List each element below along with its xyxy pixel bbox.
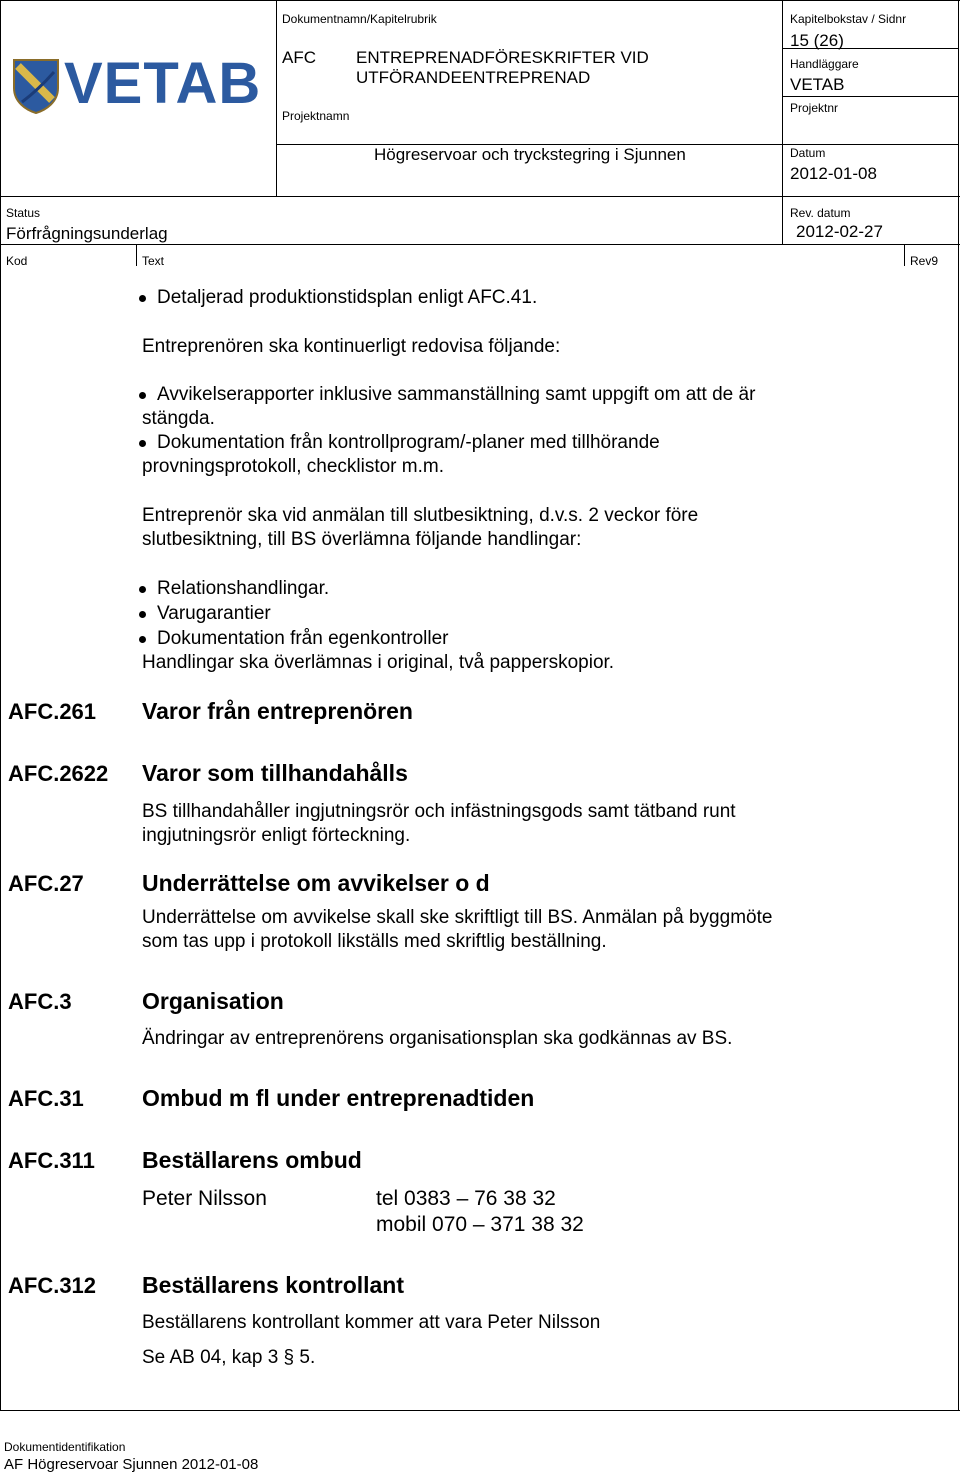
header-divider-status [0,196,960,197]
paragraph: Beställarens kontrollant kommer att vara Peter Nilsson [142,1312,601,1333]
doc-title-line1: ENTREPRENADFÖRESKRIFTER VID [356,48,649,67]
doc-title-label: Dokumentnamn/Kapitelrubrik [282,12,437,26]
header-bottom-border [0,244,960,245]
paragraph: Handlingar ska överlämnas i original, två papperskopior. [142,652,615,673]
paragraph: ingjutningsrör enligt förteckning. [142,825,411,846]
section-code: AFC.31 [8,1086,84,1111]
list-item: Detaljerad produktionstidsplan enligt AFC.41. [157,287,538,308]
page-top-border [0,0,960,1]
contact-name: Peter Nilsson [142,1187,267,1210]
status-value: Förfrågningsunderlag [6,224,168,243]
column-rev-divider [904,244,905,266]
date-value: 2012-01-08 [790,164,877,183]
header-line-handler [782,96,958,97]
footer-id-value: AF Högreservoar Sjunnen 2012-01-08 [4,1456,259,1473]
afc-code: AFC [282,48,316,67]
section-code: AFC.311 [8,1148,95,1173]
list-item: Dokumentation från egenkontroller [157,628,449,649]
paragraph: Entreprenören ska kontinuerligt redovisa följande: [142,336,561,357]
project-nr-label: Projektnr [790,101,839,115]
section-heading: Varor från entreprenören [142,698,413,724]
logo-shield-icon [12,58,60,114]
chapter-label: Kapitelbokstav / Sidnr [790,12,907,26]
chapter-value: 15 (26) [790,31,844,50]
section-code: AFC.261 [8,699,97,724]
header-divider-logo [276,0,277,196]
handler-value: VETAB [790,75,845,94]
rev-date-label: Rev. datum [790,206,851,220]
handler-label: Handläggare [790,57,859,71]
column-text-label: Text [142,254,165,268]
date-label: Datum [790,146,826,160]
header-divider-right [782,0,783,244]
contact-phone: tel 0383 – 76 38 32 [376,1187,556,1210]
section-code: AFC.2622 [8,761,109,786]
paragraph: som tas upp i protokoll likställs med skriftlig beställning. [142,931,607,952]
section-code: AFC.3 [8,989,72,1014]
section-code: AFC.312 [8,1273,97,1298]
logo-wordmark: VETAB [64,51,262,116]
section-heading: Beställarens kontrollant [142,1272,405,1298]
status-label: Status [6,206,41,220]
page-right-border [958,0,959,1410]
list-item-continuation: stängda. [142,408,215,429]
paragraph: BS tillhandahåller ingjutningsrör och infästningsgods samt tätband runt [142,801,736,822]
section-heading: Organisation [142,988,284,1014]
page-left-border [0,0,1,1410]
list-item: Avvikelserapporter inklusive sammanställning samt uppgift om att de är [157,384,756,405]
list-item: Varugarantier [157,603,271,624]
section-code: AFC.27 [8,871,84,896]
footer-id-label: Dokumentidentifikation [4,1440,126,1454]
project-name-label: Projektnamn [282,109,350,123]
content-bottom-border [0,1410,960,1411]
paragraph: Underrättelse om avvikelse skall ske skriftligt till BS. Anmälan på byggmöte [142,907,773,928]
paragraph: Entreprenör ska vid anmälan till slutbesiktning, d.v.s. 2 veckor före [142,505,699,526]
paragraph: Se AB 04, kap 3 § 5. [142,1347,316,1368]
section-heading: Ombud m fl under entreprenadtiden [142,1085,535,1111]
list-item-continuation: provningsprotokoll, checklistor m.m. [142,456,444,477]
section-heading: Varor som tillhandahålls [142,760,408,786]
column-rev-label: Rev9 [910,254,939,268]
column-code-divider [136,244,137,266]
section-heading: Beställarens ombud [142,1147,362,1173]
list-item: Dokumentation från kontrollprogram/-planer med tillhörande [157,432,660,453]
project-name-value: Högreservoar och tryckstegring i Sjunnen [374,145,686,164]
rev-date-value: 2012-02-27 [796,222,883,241]
paragraph: slutbesiktning, till BS överlämna följande handlingar: [142,529,582,550]
contact-mobile: mobil 070 – 371 38 32 [376,1213,584,1236]
list-item: Relationshandlingar. [157,578,330,599]
column-code-label: Kod [6,254,28,268]
paragraph: Ändringar av entreprenörens organisationsplan ska godkännas av BS. [142,1028,733,1049]
doc-title-line2: UTFÖRANDEENTREPRENAD [356,68,591,87]
section-heading: Underrättelse om avvikelser o d [142,870,490,896]
